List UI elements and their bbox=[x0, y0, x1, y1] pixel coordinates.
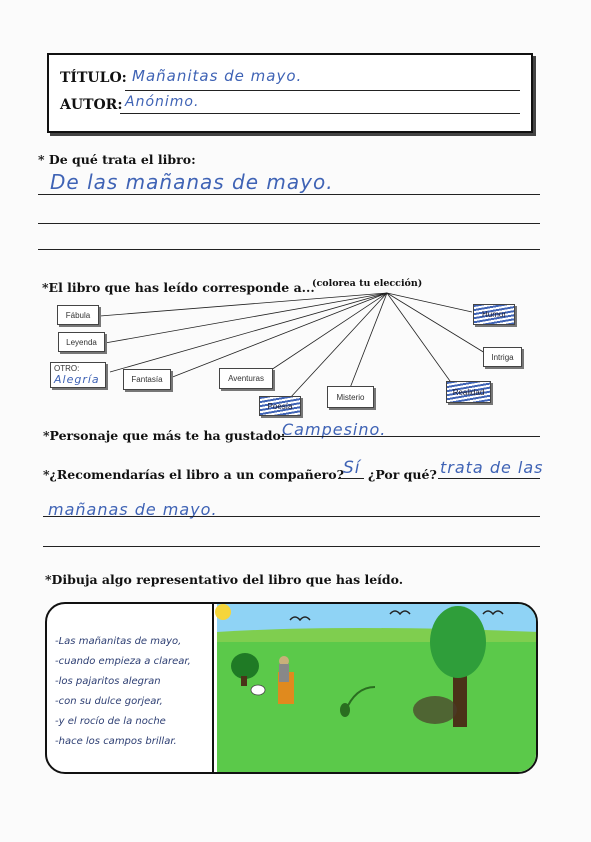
q5-label: *Dibuja algo representativo del libro que has leído. bbox=[45, 572, 404, 587]
genre-realidad[interactable]: Realidad bbox=[446, 381, 491, 403]
q4-answer-why-2[interactable]: mañanas de mayo. bbox=[48, 500, 218, 519]
q3-line bbox=[278, 436, 540, 437]
genre-humor[interactable]: Humor bbox=[473, 304, 515, 325]
poem-line-3: -los pajaritos alegran bbox=[55, 676, 161, 687]
q3-answer[interactable]: Campesino. bbox=[282, 420, 387, 439]
genre-aventuras[interactable]: Aventuras bbox=[219, 368, 273, 389]
q1-answer[interactable]: De las mañanas de mayo. bbox=[50, 170, 334, 194]
poem-line-4: -con su dulce gorjear, bbox=[55, 696, 163, 707]
drawing-illustration bbox=[45, 602, 538, 774]
autor-label: AUTOR: bbox=[60, 97, 123, 113]
otro-value: Alegría bbox=[54, 373, 100, 386]
poem-line-6: -hace los campos brillar. bbox=[55, 736, 177, 747]
poem-line-2: -cuando empieza a clarear, bbox=[55, 656, 191, 667]
q3-label: *Personaje que más te ha gustado: bbox=[43, 428, 286, 443]
q4-answer-why-1[interactable]: trata de las bbox=[440, 458, 544, 477]
drawing-box[interactable] bbox=[45, 602, 538, 774]
genre-misterio[interactable]: Misterio bbox=[327, 386, 374, 408]
genre-fabula[interactable]: Fábula bbox=[57, 305, 99, 325]
q2-label: *El libro que has leído corresponde a... bbox=[42, 280, 315, 295]
genre-intriga[interactable]: Intriga bbox=[483, 347, 522, 367]
poem-line-1: -Las mañanitas de mayo, bbox=[55, 636, 182, 647]
titulo-label: TÍTULO: bbox=[60, 70, 127, 86]
autor-value[interactable]: Anónimo. bbox=[125, 94, 200, 110]
titulo-value[interactable]: Mañanitas de mayo. bbox=[132, 67, 303, 85]
genre-leyenda[interactable]: Leyenda bbox=[58, 332, 105, 352]
genre-otro[interactable]: OTRO: Alegría bbox=[50, 362, 106, 388]
q2-hint: (colorea tu elección) bbox=[312, 278, 423, 289]
q4-label: *¿Recomendarías el libro a un compañero? bbox=[43, 467, 344, 482]
q4-line-2 bbox=[43, 516, 540, 517]
genre-poesia[interactable]: Poesía bbox=[259, 396, 301, 416]
q4-answer-yes[interactable]: Sí bbox=[343, 458, 361, 478]
genre-fantasia[interactable]: Fantasía bbox=[123, 369, 171, 390]
q4-why-line bbox=[438, 478, 540, 479]
q4-line-3 bbox=[43, 546, 540, 547]
poem-line-5: -y el rocío de la noche bbox=[55, 716, 166, 727]
q1-label: * De qué trata el libro: bbox=[38, 152, 196, 167]
q4-yes-line bbox=[338, 478, 364, 479]
q4-why-label: ¿Por qué? bbox=[368, 467, 437, 482]
